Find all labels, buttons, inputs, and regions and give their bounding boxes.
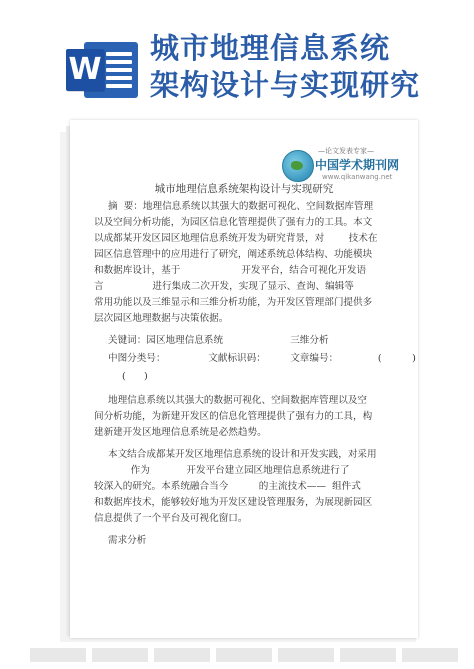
page-tab [154,648,210,662]
abstract-line: 言 进行集成二次开发，实现了显示、查询、编辑等 [94,281,354,292]
page-tab [278,648,334,662]
journal-logo [282,146,412,186]
abstract-line: 常用功能以及三维显示和三维分析功能，为开发区管理部门提供多 [94,297,373,308]
page-tab [340,648,396,662]
word-letter-icon: W [66,49,104,91]
abstract-line: 和数据库设计，基于 开发平台，结合可视化开发语 [94,265,367,276]
body-line: 地理信息系统以其强大的数据可视化、空间数据库管理以及空 [108,395,368,406]
header-banner [0,0,474,112]
document-page [70,120,418,638]
keywords-line: 关键词：园区地理信息系统 三维分析 [108,335,329,346]
page-tab [402,648,458,662]
body-line: 和数据库技术，能够较好地为开发区建设管理服务，为展现新园区 [94,497,373,508]
banner-title-line1: 城市地理信息系统 [150,31,391,65]
globe-icon [282,150,314,182]
body-line: 作为 开发平台建立园区地理信息系统进行了 [94,465,350,476]
classification-line: ( ) [122,371,148,382]
logo-url: www.qikanwang.net [322,173,393,181]
banner-title [150,30,470,104]
page-tab [30,648,86,662]
page-tab [92,648,148,662]
body-line: 较深入的研究。本系统融合当今 的主流技术—— 组件式 [94,481,361,492]
abstract-line: 以成都某开发区园区地理信息系统开发为研究背景，对 技术在 [94,233,378,244]
document-title: 城市地理信息系统架构设计与实现研究 [154,183,334,195]
body-line: 间分析功能，为新建开发区的信息化管理提供了强有力的工具，构 [94,411,373,422]
abstract-line: 园区信息管理中的应用进行了研究，阐述系统总体结构、功能模块 [94,249,373,260]
logo-tagline: —论文发表专家— [318,147,374,155]
body-line: 本文结合成都某开发区地理信息系统的设计和开发实践，对采用 [108,449,377,460]
section-heading: 需求分析 [108,535,147,546]
classification-line: 中图分类号： 文献标识码： 文章编号： ( ) [108,353,416,364]
abstract-line: 层次园区地理数据与决策依据。 [94,313,229,324]
body-line: 信息提供了一个平台及可视化窗口。 [94,513,248,524]
abstract-line: 以及空间分析功能，为园区信息化管理提供了强有力的工具。本文 [94,217,373,228]
logo-name: 中国学术期刊网 [315,158,400,172]
abstract-line: 摘 要：地理信息系统以其强大的数据可视化、空间数据库管理 [108,201,374,212]
word-document-icon [66,42,138,98]
page-tab [216,648,272,662]
body-line: 建新建开发区地理信息系统是必然趋势。 [94,427,267,438]
banner-title-line2: 架构设计与实现研究 [150,68,421,102]
